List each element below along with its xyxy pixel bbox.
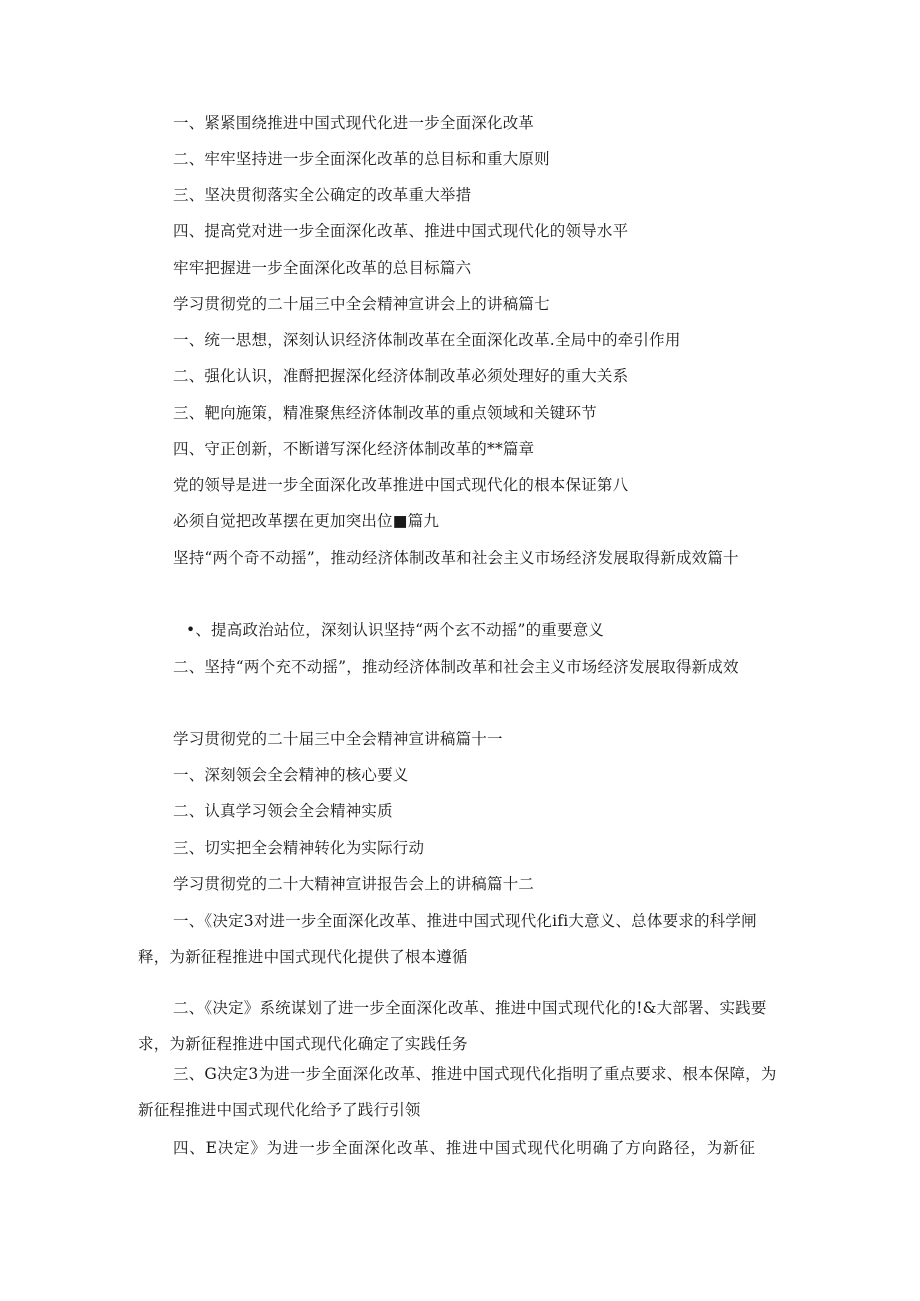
text-line: 四、E决定》为进一步全面深化改革、推进中国式现代化明确了方向路径，为新征 [173,1139,756,1157]
text-paragraph: 二、《决定》系统谋划了进一步全面深化改革、推进中国式现代化的!&大部署、实践要求，为新征程推进中国式现代化确定了实践任务 [138,999,767,1053]
text-paragraph: 一、《决定3对进一步全面深化改革、推进中国式现代化ifi大意义、总体要求的科学闸释，为新征程推进中国式现代化提供了根本遵循 [138,912,757,966]
text-line: 四、守正创新，不断谱写深化经济体制改革的**篇章 [173,440,535,458]
text-line: 二、认真学习领会全会精神实质 [173,802,393,820]
text-line: 二、牢牢坚持进一步全面深化改革的总目标和重大原则 [173,150,550,168]
text-line: 党的领导是进一步全面深化改革推进中国式现代化的根本保证第八 [173,476,629,494]
text-paragraph: 三、G决定3为进一步全面深化改革、推进中国式现代化指明了重点要求、根本保障，为新征程推进中国式现代化给予了践行引领 [138,1065,777,1119]
text-line: 学习贯彻党的二十大精神宣讲报告会上的讲稿篇十二 [173,875,535,893]
text-line: 二、强化认识，准酹把握深化经济体制改革必须处理好的重大关系 [173,367,629,385]
text-paragraph: 坚持“两个奇不动摇”，推动经济体制改革和社会主义市场经济发展取得新成效篇十 [173,549,739,567]
text-line: 必须自觉把改革摆在更加突出位■篇九 [173,512,440,530]
text-line: 三、坚决贯彻落实全公确定的改革重大举措 [173,186,472,204]
text-line: 三、靶向施策，精准聚焦经济体制改革的重点领域和关键环节 [173,404,597,422]
text-line: 三、切实把全会精神转化为实际行动 [173,839,425,857]
text-line: 一、紧紧围绕推进中国式现代化进一步全面深化改革 [173,114,535,132]
text-line: 学习贯彻党的二十届三中全会精神宣讲稿篇十一 [173,730,503,748]
text-line: 四、提高党对进一步全面深化改革、推进中国式现代化的领导水平 [173,222,629,240]
text-paragraph: 二、坚持“两个充不动摇”，推动经济体制改革和社会主义市场经济发展取得新成效 [173,658,739,676]
text-line: 一、统一思想，深刻认识经济体制改革在全面深化改革.全局中的牵引作用 [173,331,681,349]
text-line: •、提高政治站位，深刻认识坚持“两个玄不动摇”的重要意义 [186,621,605,639]
text-line: 学习贯彻党的二十届三中全会精神宣讲会上的讲稿篇七 [173,295,550,313]
text-line: 牢牢把握进一步全面深化改革的总目标篇六 [173,259,472,277]
text-line: 一、深刻领会全会精神的核心要义 [173,766,409,784]
